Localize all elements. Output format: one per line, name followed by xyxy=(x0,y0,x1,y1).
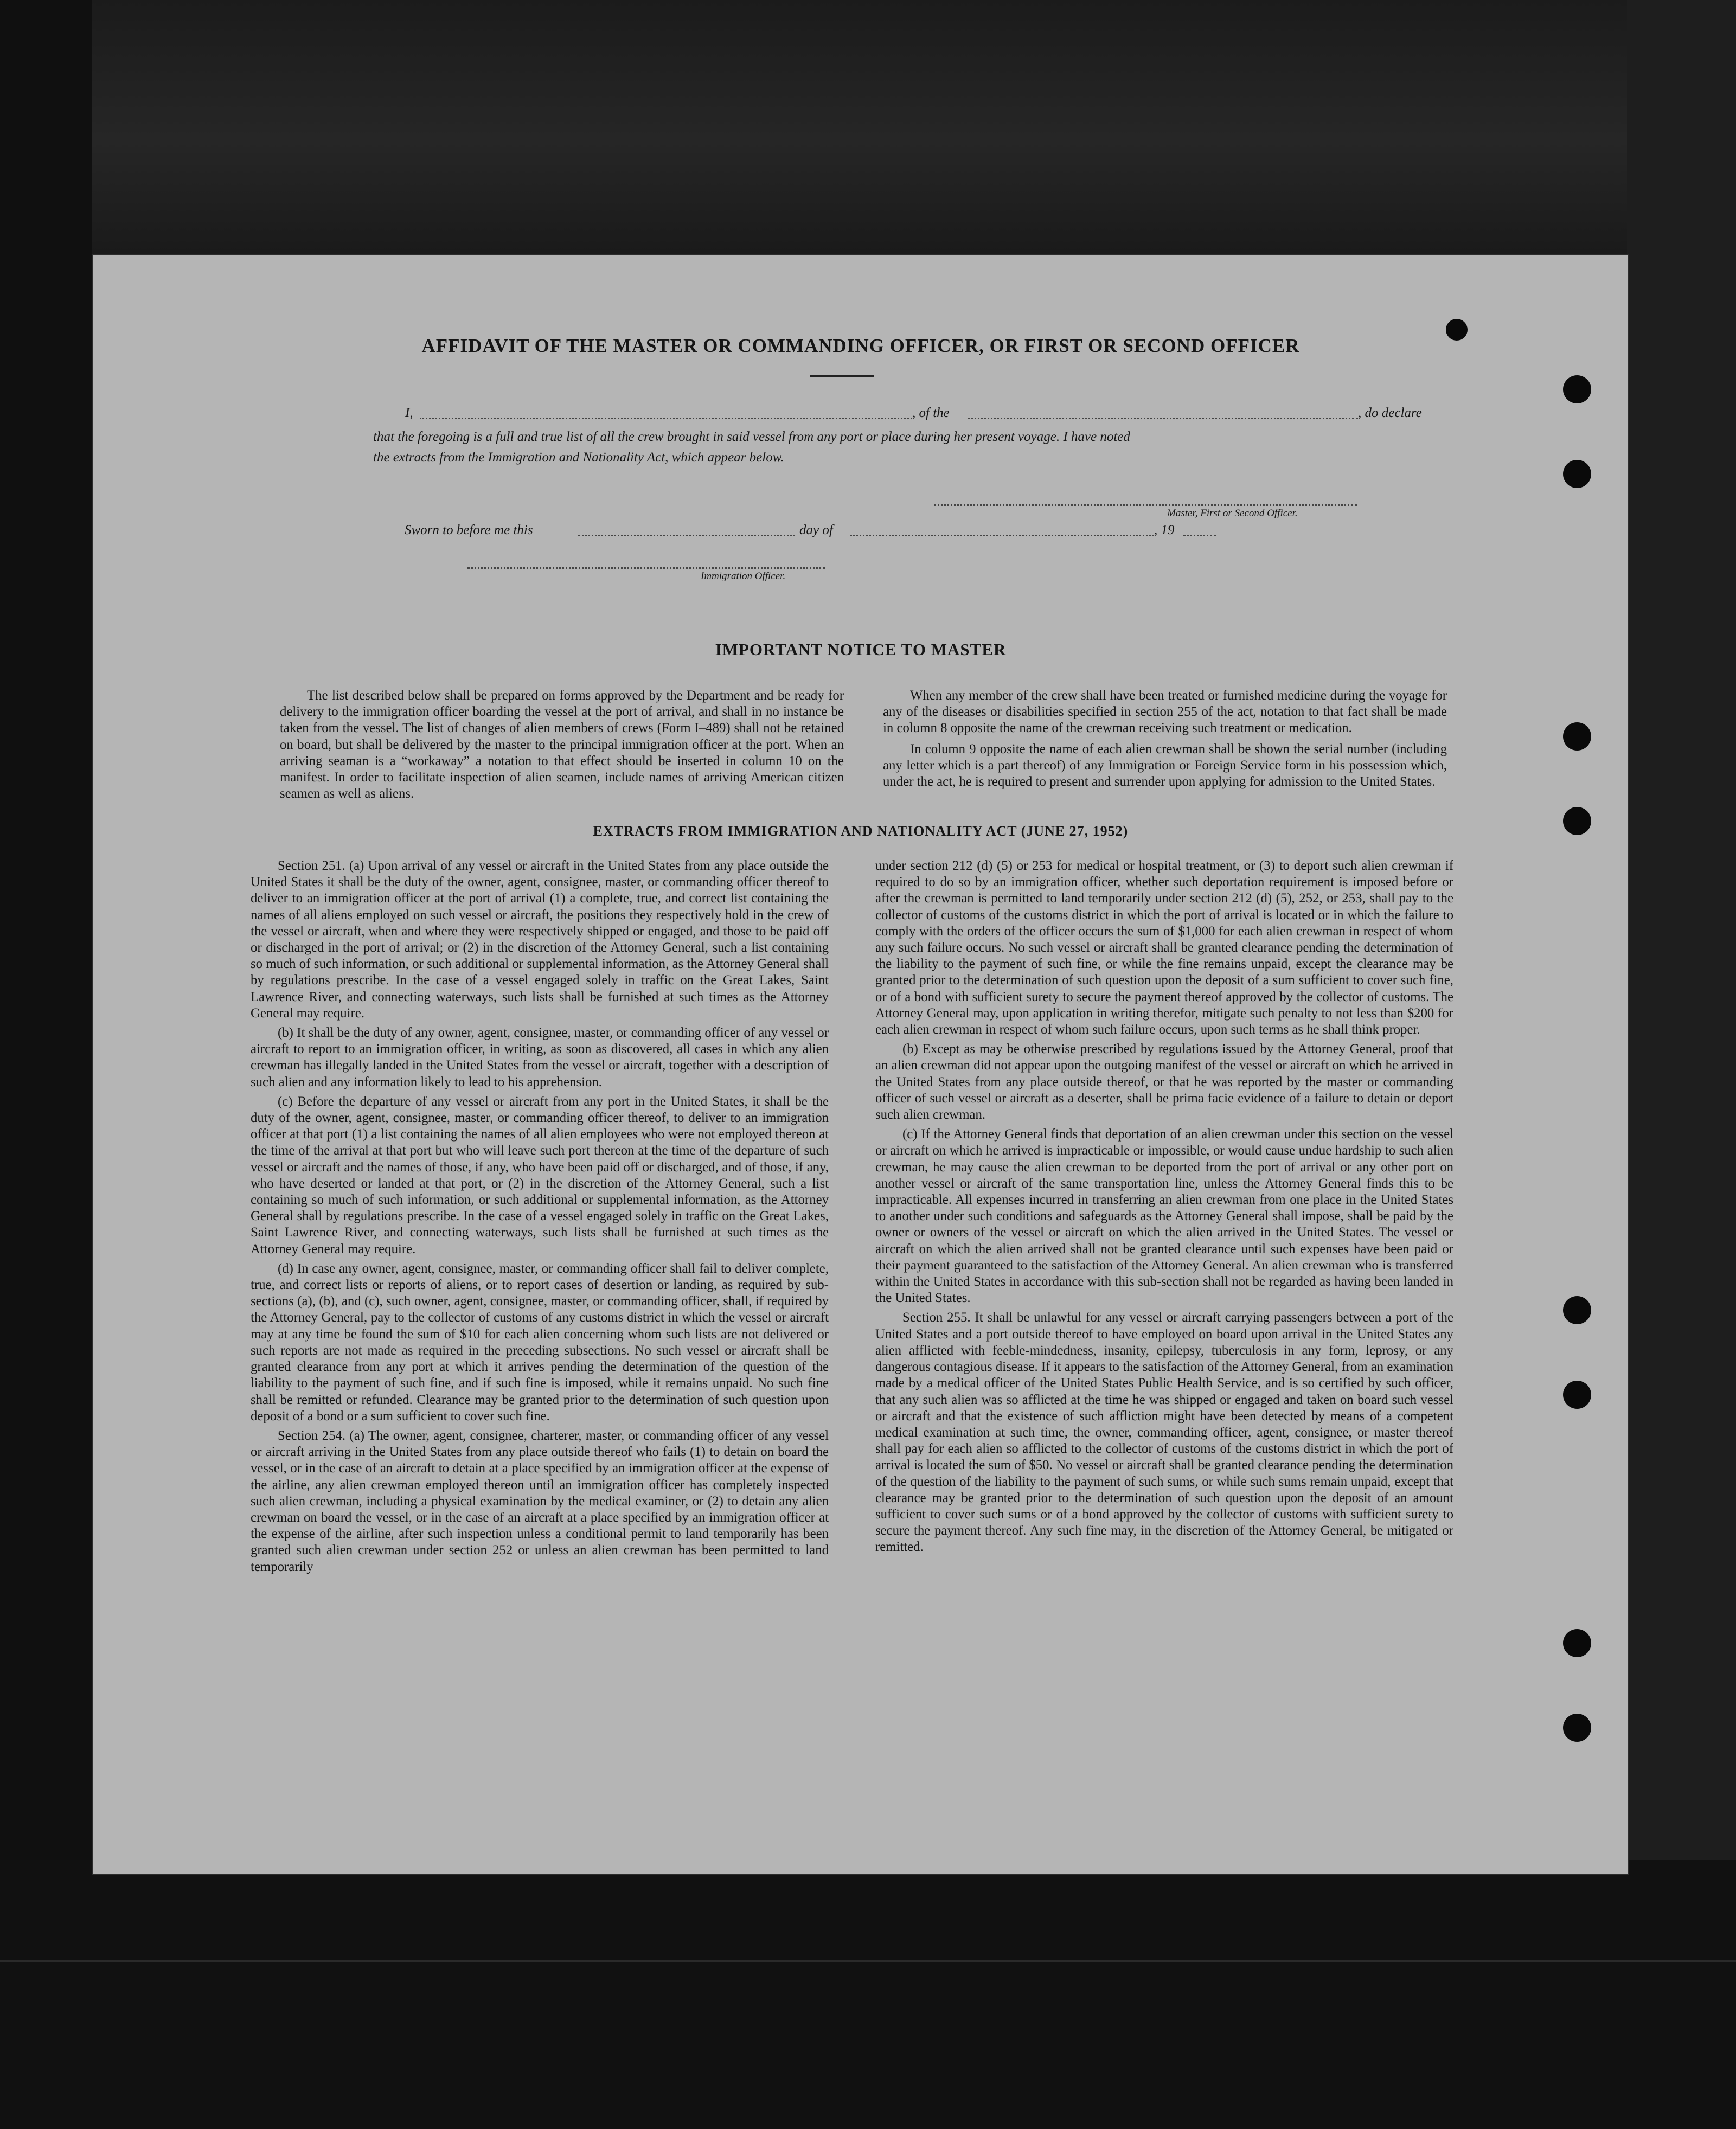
film-background-top xyxy=(0,0,1736,255)
film-background-right xyxy=(1627,0,1736,2129)
extracts-title: EXTRACTS FROM IMMIGRATION AND NATIONALITY ACT (JUNE 27, 1952) xyxy=(593,823,1129,839)
affidavit-title: AFFIDAVIT OF THE MASTER OR COMMANDING OFFICER, OR FIRST OR SECOND OFFICER xyxy=(421,335,1300,356)
declarant-label: I, xyxy=(405,406,413,420)
affidavit-statement-line: the extracts from the Immigration and Nationality Act, which appear below. xyxy=(373,450,784,465)
act-section-paragraph: (d) In case any owner, agent, consignee, master, or commanding officer shall fail to deliver complete, true, and correct lists or reports of aliens, or to report cases of desertion or landing, as required by sub-sections (a), (b), and (c), such owner, agent, consignee, master, or commanding officer, shall, if required by the Attorney General, pay to the collector of customs of any customs district in which the vessel or aircraft may at any time be found the sum of $10 for each alien concerning whom such lists are not delivered or such reports are not made as required in the preceding subsections. No such vessel or aircraft shall be granted clearance from any port at which it arrives pending the determination of the question of the liability to the payment of such fine, and if such fine is imposed, while it remains unpaid. No such fine shall be remitted or refunded. Clearance may be granted prior to the determination of such question upon deposit of a bond or a sum sufficient to cover such fine. xyxy=(251,1261,829,1423)
punch-hole-icon xyxy=(1563,460,1591,488)
officer-signature-caption: Immigration Officer. xyxy=(701,570,786,582)
act-section-paragraph: (b) Except as may be otherwise prescribed by regulations issued by the Attorney General, proof that an alien crewman did not appear upon the outgoing manifest of the vessel or aircraft on which he arrived in the United States from any place outside thereof, or that he was reported by the master or commanding officer of such vessel or aircraft as a deserter, shall be prima facie evidence of a failure to detain or deport such alien crewman. xyxy=(875,1042,1453,1123)
title-rule xyxy=(810,375,874,377)
officer-signature-field[interactable] xyxy=(467,567,825,569)
act-section-paragraph: Section 254. (a) The owner, agent, consignee, charterer, master, or commanding officer of any vessel or aircraft arriving in the United States from any place outside thereof who fails (1) to detain on board the vessel, or in the case of an aircraft to detain at a place specified by an immigration officer at the expense of the airline, any alien crewman employed thereon until an immigration officer has completely inspected such alien crewman, including a physical examination by the medical examiner, or (2) to detain any alien crewman on board the vessel, or in the case of an aircraft at a place specified by an immigration officer at the expense of the airline, after such inspection unless a conditional permit to land temporarily has been granted such alien crewman under section 252 or unless an alien crewman has been permitted to land temporarily xyxy=(251,1428,829,1574)
notice-left-column xyxy=(280,688,844,802)
act-section-paragraph: (b) It shall be the duty of any owner, agent, consignee, master, or commanding officer of any vessel or aircraft to report to an immigration officer, in writing, as soon as discovered, all cases in which any alien crewman has illegally landed in the United States from the vessel or aircraft, together with a description of such alien and any information likely to lead to his apprehension. xyxy=(251,1025,829,1089)
punch-hole-icon xyxy=(1563,1714,1591,1742)
act-section-paragraph: under section 212 (d) (5) or 253 for medical or hospital treatment, or (3) to deport such alien crewman if required to do so by an immigration officer, whether such deportation requirement is imposed before or after the crewman is permitted to land temporarily under section 212 (d) (5), 252, or 253, shall pay to the collector of customs of the customs district in which the port of arrival is located or in which the failure to comply with the orders of the officer occurs the sum of $1,000 for each alien crewman in respect of whom any such failure occurs. No such vessel or aircraft shall be granted clearance pending the determination of the liability to the payment of such fine, or while the fine remains unpaid, except the clearance may be granted prior to the determination of such question upon the deposit of a sum sufficient to cover such fine, or of a bond with sufficient surety to secure the payment thereof approved by the collector of customs. The Attorney General may, upon application in writing therefor, mitigate such penalty to not less than $200 for each alien crewman in respect of whom such failure occurs, upon such terms as he shall think proper. xyxy=(875,858,1453,1037)
notice-paragraph: The list described below shall be prepared on forms approved by the Department and be ready for delivery to the immigration officer boarding the vessel at the port of arrival, and shall in no instance be taken from the vessel. The list of changes of alien members of crews (Form I–489) shall not be retained on board, but shall be delivered by the master to the principal immigration officer at the port. When an arriving seaman is a “workaway” a notation to that effect should be inserted in column 10 on the manifest. In order to facilitate inspection of alien seamen, include names of arriving American citizen seamen as well as aliens. xyxy=(280,688,844,801)
act-section-paragraph: Section 251. (a) Upon arrival of any vessel or aircraft in the United States from any place outside the United States it shall be the duty of the owner, agent, consignee, master, or commanding officer thereof to deliver to an immigration officer at the port of arrival (1) a complete, true, and correct list containing the names of all aliens employed on such vessel or aircraft, the positions they respectively hold in the crew of the vessel or aircraft, when and where they were respectively shipped or engaged, and those to be paid off or discharged in the port of arrival; or (2) in the discretion of the Attorney General, such a list containing so much of such information, or such additional or supplemental information, as the Attorney General shall by regulations prescribe. In the case of a vessel engaged solely in traffic on the Great Lakes, Saint Lawrence River, and connecting waterways, such lists shall be furnished at such times as the Attorney General may require. xyxy=(251,858,829,1021)
act-section-paragraph: Section 255. It shall be unlawful for any vessel or aircraft carrying passengers between a port of the United States and a port outside thereof to have employed on board upon arrival in the United States any alien afflicted with feeble-mindedness, insanity, epilepsy, tuberculosis in any form, leprosy, or any dangerous contagious disease. If it appears to the satisfaction of the Attorney General, from an examination made by a medical officer of the United States Public Health Service, and is so certified by such officer, that any such alien was so afflicted at the time he was shipped or engaged and taken on board such vessel or aircraft and that the existence of such affliction might have been detected by means of a competent medical examination at such time, the owner, commanding officer, agent, consignee, or master thereof shall pay for each alien so afflicted to the collector of customs of the customs district in which the port of arrival is located the sum of $50. No vessel or aircraft shall be granted clearance pending the determination of the question of the liability to the payment of such sums, or while such sums remain unpaid, except that clearance may be granted prior to the determination of such question upon the deposit of an amount sufficient to cover such sums or of a bond approved by the collector of customs with sufficient surety to secure the payment thereof. Any such fine may, in the discretion of the Attorney General, be mitigated or remitted. xyxy=(875,1310,1453,1555)
sworn-label: Sworn to before me this xyxy=(405,523,533,537)
sworn-day-field[interactable] xyxy=(578,535,795,536)
of-the-label: , of the xyxy=(912,406,950,420)
punch-hole-icon xyxy=(1563,722,1591,751)
master-signature-caption: Master, First or Second Officer. xyxy=(1167,508,1298,519)
punch-hole-icon xyxy=(1563,1629,1591,1657)
film-background-left xyxy=(0,0,92,2129)
extracts-left-column xyxy=(251,858,829,1575)
affidavit-statement-line: that the foregoing is a full and true list of all the crew brought in said vessel from any port or place during her present voyage. I have noted xyxy=(373,429,1130,444)
punch-hole-icon xyxy=(1563,1296,1591,1324)
document-page xyxy=(93,255,1628,1874)
film-background-bottom xyxy=(0,1860,1736,2129)
sworn-year-field[interactable] xyxy=(1183,535,1216,536)
day-of-label: day of xyxy=(799,523,833,537)
notice-title: IMPORTANT NOTICE TO MASTER xyxy=(715,640,1007,659)
year-label: , 19 xyxy=(1154,523,1175,537)
extracts-right-column xyxy=(875,858,1453,1556)
film-frame-line xyxy=(0,1960,1736,1962)
notice-paragraph: In column 9 opposite the name of each alien crewman shall be shown the serial number (including any letter which is a part thereof) of any Immigration or Foreign Service form in his possession which, under the act, he is required to present and surrender upon applying for admission to the United States. xyxy=(883,741,1447,790)
act-section-paragraph: (c) Before the departure of any vessel or aircraft from any port in the United States, it shall be the duty of the owner, agent, consignee, master, or commanding officer thereof, to deliver to an immigration officer at that port (1) a list containing the names of all alien employees who were not employed thereon at the time of the arrival at that port but who will leave such port thereon at the time of the departure of such vessel or aircraft and the names of those, if any, who have been paid off or discharged, and of those, if any, who have deserted or landed at that port, or (2) in the discretion of the Attorney General, such a list containing so much of such information, or such additional or supplemental information, as the Attorney General shall by regulations prescribe. In the case of a vessel engaged solely in traffic on the Great Lakes, Saint Lawrence River, and connecting waterways, such lists shall be furnished at such times as the Attorney General may require. xyxy=(251,1094,829,1256)
vessel-name-field[interactable] xyxy=(968,418,1358,419)
punch-hole-icon xyxy=(1563,375,1591,403)
notice-right-column xyxy=(883,688,1447,790)
do-declare-label: , do declare xyxy=(1358,406,1422,420)
sworn-month-field[interactable] xyxy=(850,535,1154,536)
master-signature-field[interactable] xyxy=(934,504,1357,506)
notice-paragraph: When any member of the crew shall have been treated or furnished medicine during the voyage for any of the diseases or disabilities specified in section 255 of the act, notation to that fact shall be made in column 8 opposite the name of the crewman receiving such treatment or medication. xyxy=(883,688,1447,736)
punch-hole-icon xyxy=(1563,1381,1591,1409)
declarant-name-field[interactable] xyxy=(420,418,912,419)
act-section-paragraph: (c) If the Attorney General finds that deportation of an alien crewman under this section on the vessel or aircraft on which he arrived is impracticable or impossible, or would cause undue hardship to such alien crewman, he may cause the alien crewman to be deported from the port of arrival or any other port on another vessel or aircraft of the same transportation line, unless the Attorney General finds this to be impracticable. All expenses incurred in transferring an alien crewman from one place in the United States to another under such conditions and safeguards as the Attorney General shall impose, shall be paid by the owner or owners of the vessel or aircraft on which the alien arrived in the United States. The vessel or aircraft on which the alien arrived shall not be granted clearance until such expenses have been paid or their payment guaranteed to the satisfaction of the Attorney General. An alien crewman who is transferred within the United States in accordance with this sub-section shall not be regarded as having been landed in the United States. xyxy=(875,1127,1453,1306)
